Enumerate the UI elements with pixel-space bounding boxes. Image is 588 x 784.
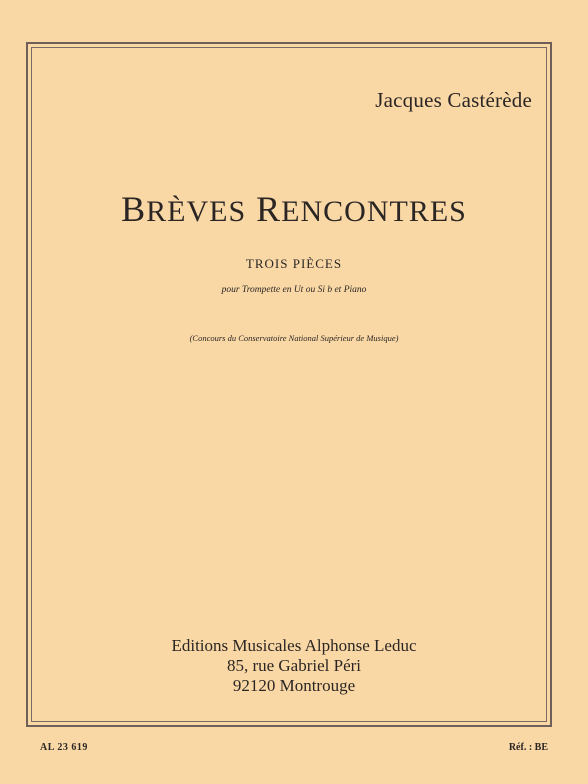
publisher-block (0, 636, 588, 696)
title-word-1-initial: B (121, 189, 147, 229)
work-subtitle: TROIS PIÈCES (245, 256, 343, 271)
publisher-city: 92120 Montrouge (232, 676, 356, 695)
instrumentation-line: pour Trompette en Ut ou Si b et Piano (221, 285, 367, 295)
inner-border-frame (31, 47, 547, 722)
catalog-number: AL 23 619 (40, 742, 88, 753)
work-title (0, 188, 588, 230)
reference-code: Réf. : BE (508, 742, 548, 753)
composer-name: Jacques Castérède (375, 88, 532, 112)
title-word-1-rest: RÈVES (146, 195, 247, 228)
publisher-name: Editions Musicales Alphonse Leduc (171, 636, 417, 655)
title-word-2-rest: ENCONTRES (281, 195, 467, 228)
title-word-2-initial: R (256, 189, 282, 229)
competition-note: (Concours du Conservatoire National Supérieur de Musique) (189, 333, 399, 343)
publisher-street: 85, rue Gabriel Péri (226, 656, 362, 675)
